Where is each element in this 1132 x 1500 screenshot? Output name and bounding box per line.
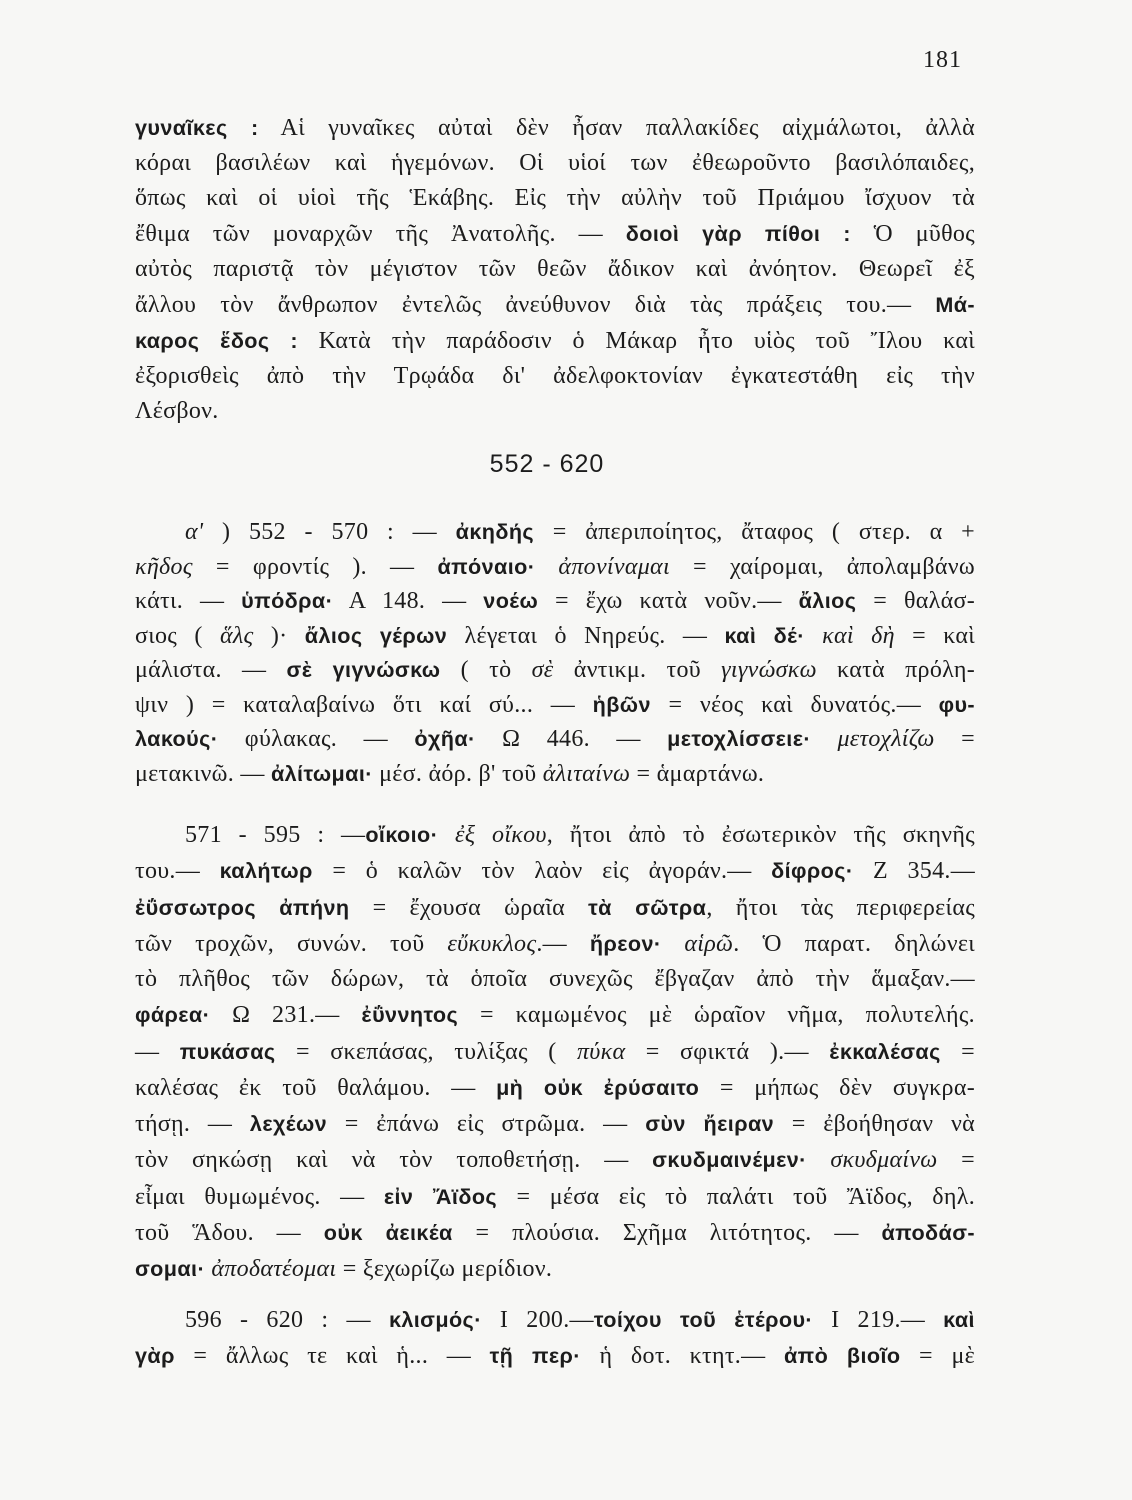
line-text: Αἱ γυναῖκες αὐταὶ δὲν ἦσαν παλλακίδες αἰχμάλωτοι, ἀλλὰ bbox=[258, 115, 975, 141]
commentary-paragraph-552-570 bbox=[135, 515, 975, 791]
headword: τῇ περ· bbox=[489, 1343, 581, 1368]
line-text: τῶν τροχῶν, συνών. τοῦ bbox=[135, 930, 448, 957]
text-line bbox=[135, 890, 975, 926]
text-line bbox=[135, 1106, 975, 1142]
text-line bbox=[135, 181, 975, 216]
headword: Μά- bbox=[935, 292, 975, 317]
line-text: κόραι βασιλέων καὶ ἡγεμόνων. Οἱ υἱοί των ἐθεωροῦντο βασιλόπαιδες, bbox=[135, 150, 975, 176]
text-line bbox=[135, 1215, 975, 1251]
headword: λακούς· bbox=[135, 726, 219, 751]
headword: λεχέων bbox=[249, 1111, 328, 1136]
line-text: = ἔχω κατὰ νοῦν.— bbox=[538, 588, 799, 614]
line-text bbox=[438, 822, 455, 848]
line-text: = ἄλλως τε καὶ ἡ... — bbox=[174, 1343, 490, 1369]
line-text: = ἐβοήθησαν νὰ bbox=[774, 1111, 975, 1137]
text-line bbox=[135, 653, 975, 688]
text-line bbox=[135, 550, 975, 585]
line-text: Ω 231.— bbox=[210, 1002, 362, 1029]
line-text: 596 - 620 : — bbox=[185, 1307, 389, 1333]
line-text: .— bbox=[536, 930, 590, 957]
line-text: ἀντικμ. τοῦ bbox=[553, 657, 722, 683]
text-line bbox=[135, 1338, 975, 1374]
text-line bbox=[135, 110, 975, 146]
line-text: φύλακας. — bbox=[218, 726, 415, 752]
headword: μετοχλίσσειε· bbox=[667, 726, 811, 751]
line-text: ἔθιμα τῶν μοναρχῶν τῆς Ἀνατολῆς. — bbox=[135, 221, 626, 247]
headword: ἀλίτωμαι· bbox=[270, 760, 373, 786]
text-line bbox=[135, 287, 975, 323]
line-text: Κατὰ τὴν παράδοσιν ὁ Μάκαρ ἦτο υἱὸς τοῦ Ἴλου καὶ bbox=[297, 328, 975, 354]
line-text: , ἤτοι τὰς περιφερείας bbox=[706, 894, 975, 921]
line-text: Ὁ μῦθος bbox=[850, 221, 975, 247]
headword: τοίχου τοῦ ἑτέρου· bbox=[593, 1307, 814, 1332]
line-text: = σφικτά ).— bbox=[625, 1038, 830, 1065]
text-line bbox=[135, 1142, 975, 1178]
text-line bbox=[135, 1302, 975, 1338]
headword: οὐκ ἀεικέα bbox=[323, 1219, 453, 1245]
line-text: , ἤτοι ἀπὸ τὸ ἐσωτερικὸν τῆς σκηνῆς bbox=[546, 822, 975, 848]
line-text: = ὁ καλῶν τὸν λαὸν εἰς ἀγοράν.— bbox=[312, 858, 772, 885]
text-line bbox=[135, 216, 975, 252]
line-text: = φροντίς ). — bbox=[192, 553, 438, 580]
text-line bbox=[135, 688, 975, 723]
headword: νοέω bbox=[483, 588, 539, 613]
headword: σκυδμαινέμεν· bbox=[652, 1147, 807, 1173]
headword: γυναῖκες : bbox=[135, 115, 259, 140]
line-text bbox=[535, 554, 558, 580]
line-text: λέγεται ὁ Νηρεύς. — bbox=[447, 622, 725, 649]
line-text: = ἀπεριποίητος, ἄταφος ( στερ. α + bbox=[534, 519, 975, 545]
text-line bbox=[135, 584, 975, 619]
italic-term: κῆδος bbox=[135, 553, 193, 580]
line-text bbox=[661, 931, 684, 957]
line-text bbox=[805, 623, 822, 649]
line-text: = χαίρομαι, ἀπολαμβάνω bbox=[669, 553, 975, 580]
italic-term: ἐξ οἴκου bbox=[454, 822, 547, 848]
italic-term: α' bbox=[185, 519, 204, 545]
line-text: ψιν ) = καταλαβαίνω ὅτι καί σύ... — bbox=[135, 691, 593, 718]
headword: ἐΰννητος bbox=[361, 1002, 459, 1028]
headword: καρος ἕδος : bbox=[135, 328, 298, 353]
italic-term: μετοχλίζω bbox=[837, 726, 935, 752]
headword: καὶ δέ· bbox=[724, 622, 805, 648]
line-text: = νέος καὶ δυνατός.— bbox=[650, 691, 939, 718]
line-text: Ι 200.— bbox=[481, 1307, 594, 1333]
page-number: 181 bbox=[923, 47, 962, 73]
headword: φάρεα· bbox=[135, 1002, 211, 1028]
text-line bbox=[135, 853, 975, 889]
line-text: = bbox=[940, 1038, 975, 1065]
line-text: ἐξορισθεὶς ἀπὸ τὴν Τρῳάδα δι' ἀδελφοκτονίαν ἐγκατεστάθη εἰς τὴν bbox=[135, 363, 975, 389]
line-text: = μέσα εἰς τὸ παλάτι τοῦ Ἄϊδος, δηλ. bbox=[497, 1183, 975, 1210]
line-text: ἄλλου τὸν ἄνθρωπον ἐντελῶς ἀνεύθυνον διὰ τὰς πράξεις του.— bbox=[135, 292, 936, 318]
text-line bbox=[135, 997, 975, 1033]
headword: σομαι· bbox=[135, 1256, 206, 1281]
line-text: = bbox=[934, 726, 975, 752]
line-text: . Ὁ παρατ. δηλώνει bbox=[733, 930, 976, 957]
headword: καλήτωρ bbox=[219, 858, 313, 884]
line-text: — bbox=[135, 1038, 180, 1065]
line-text: = ἔχουσα ὡραῖα bbox=[349, 894, 589, 921]
headword: ὑπόδρα· bbox=[241, 588, 334, 613]
section-heading: 552 - 620 bbox=[489, 450, 605, 478]
text-line bbox=[135, 1034, 975, 1070]
line-text: αὐτὸς παριστᾷ τὸν μέγιστον τῶν θεῶν ἄδικον καὶ ἀνόητον. Θεωρεῖ ἐξ bbox=[135, 256, 975, 282]
line-text: = bbox=[937, 1147, 975, 1174]
text-line bbox=[135, 926, 975, 962]
headword: κλισμός· bbox=[388, 1307, 482, 1332]
headword: καὶ bbox=[943, 1307, 975, 1332]
line-text: τὸ πλῆθος τῶν δώρων, τὰ ὁποῖα συνεχῶς ἔβγαζαν ἀπὸ τὴν ἅμαξαν.— bbox=[135, 966, 975, 992]
text-line bbox=[135, 1251, 975, 1287]
line-text: τὸν σηκώσῃ καὶ νὰ τὸν τοποθετήσῃ. — bbox=[135, 1147, 653, 1174]
text-line bbox=[135, 619, 975, 654]
line-text: ὅπως καὶ οἱ υἱοὶ τῆς Ἑκάβης. Εἰς τὴν αὐλὴν τοῦ Πριάμου ἴσχυον τὰ bbox=[135, 185, 975, 211]
italic-term: ἅλς bbox=[219, 622, 254, 649]
headword: ἤρεον· bbox=[589, 930, 662, 956]
headword: εἰν Ἄϊδος bbox=[383, 1183, 498, 1209]
headword: σὲ γιγνώσκω bbox=[286, 657, 441, 682]
headword: μὴ οὐκ ἐρύσαιτο bbox=[496, 1074, 700, 1100]
headword: ἀποδάσ- bbox=[881, 1219, 975, 1245]
text-line bbox=[135, 252, 975, 287]
italic-term: γιγνώσκω bbox=[721, 657, 817, 683]
headword: τὰ σῶτρα bbox=[588, 894, 707, 920]
headword: φυ- bbox=[938, 691, 976, 717]
line-text: του.— bbox=[135, 858, 220, 885]
headword: δοιοὶ γὰρ πίθοι : bbox=[625, 221, 851, 246]
line-text: ἡ δοτ. κτητ.— bbox=[580, 1343, 784, 1369]
headword: οἴκοιο· bbox=[365, 822, 439, 847]
line-text: )· bbox=[253, 622, 305, 649]
text-line bbox=[135, 817, 975, 853]
headword: ὀχῆα· bbox=[414, 726, 476, 751]
line-text bbox=[811, 726, 837, 752]
line-text: κάτι. — bbox=[135, 588, 242, 614]
line-text: μάλιστα. — bbox=[135, 657, 287, 683]
italic-term: πύκα bbox=[576, 1038, 626, 1065]
headword: πυκάσας bbox=[179, 1038, 276, 1064]
line-text: μετακινῶ. — bbox=[135, 760, 271, 787]
text-line bbox=[135, 1070, 975, 1106]
line-text: = μήπως δὲν συγκρα- bbox=[699, 1074, 975, 1101]
text-line bbox=[135, 757, 975, 792]
headword: γὰρ bbox=[135, 1343, 175, 1368]
line-text: = ἁμαρτάνω. bbox=[630, 760, 765, 787]
line-text: ) 552 - 570 : — bbox=[203, 519, 456, 545]
line-text: Λέσβον. bbox=[135, 398, 219, 424]
line-text: τοῦ Ἅδου. — bbox=[135, 1219, 324, 1246]
text-line bbox=[135, 394, 975, 429]
text-line bbox=[135, 1179, 975, 1215]
text-line bbox=[135, 722, 975, 757]
text-line bbox=[135, 962, 975, 997]
line-text: ( τὸ bbox=[440, 657, 532, 683]
headword: ἄλιος bbox=[798, 588, 857, 613]
headword: ἐΰσσωτρος ἀπήνη bbox=[135, 894, 350, 920]
headword: ἀκηδής bbox=[455, 519, 535, 544]
italic-term: εὔκυκλος bbox=[447, 930, 537, 957]
line-text: = πλούσια. Σχῆμα λιτότητος. — bbox=[452, 1219, 882, 1246]
headword: δίφρος· bbox=[771, 858, 854, 884]
line-text: καλέσας ἐκ τοῦ θαλάμου. — bbox=[135, 1074, 497, 1101]
text-line bbox=[135, 515, 975, 550]
line-text: τήσῃ. — bbox=[135, 1111, 250, 1137]
headword: ἡβῶν bbox=[592, 691, 651, 717]
line-text: Α 148. — bbox=[333, 588, 484, 614]
text-line bbox=[135, 359, 975, 394]
line-text: = καμωμένος μὲ ὡραῖον νῆμα, πολυτελής. bbox=[458, 1002, 975, 1029]
text-line bbox=[135, 323, 975, 359]
line-text: Ζ 354.— bbox=[853, 858, 976, 885]
headword: ἐκκαλέσας bbox=[829, 1038, 941, 1064]
line-text: Ω 446. — bbox=[475, 726, 668, 752]
line-text: εἶμαι θυμωμένος. — bbox=[135, 1183, 384, 1210]
text-line bbox=[135, 146, 975, 181]
commentary-paragraph-571-595 bbox=[135, 817, 975, 1287]
italic-term: σὲ bbox=[531, 657, 554, 683]
line-text: = σκεπάσας, τυλίξας ( bbox=[275, 1038, 577, 1065]
line-text: = καὶ bbox=[894, 622, 976, 649]
line-text: = θαλάσ- bbox=[856, 588, 975, 614]
line-text: = ξεχωρίζω μερίδιον. bbox=[336, 1256, 553, 1282]
headword: σὺν ἤειραν bbox=[645, 1111, 775, 1136]
headword: ἄλιος γέρων bbox=[304, 622, 448, 648]
line-text: σιος ( bbox=[135, 622, 220, 649]
line-text: Ι 219.— bbox=[813, 1307, 944, 1333]
line-text: κατὰ πρόλη- bbox=[816, 657, 975, 683]
italic-term: αἱρῶ bbox=[684, 930, 734, 957]
italic-term: ἀποδατέομαι bbox=[211, 1256, 337, 1282]
headword: ἀπόναιο· bbox=[437, 553, 536, 579]
line-text: = μὲ bbox=[900, 1343, 975, 1369]
line-text: 571 - 595 : — bbox=[185, 822, 366, 848]
italic-term: ἀπονίναμαι bbox=[558, 553, 670, 580]
line-text: = ἐπάνω εἰς στρῶμα. — bbox=[327, 1111, 646, 1137]
italic-term: σκυδμαίνω bbox=[830, 1147, 938, 1174]
line-text bbox=[807, 1147, 831, 1173]
line-text: μέσ. ἀόρ. β' τοῦ bbox=[372, 760, 543, 787]
headword: ἀπὸ βιοῖο bbox=[783, 1343, 901, 1368]
intro-paragraph bbox=[135, 110, 975, 429]
italic-term: ἀλιταίνω bbox=[542, 760, 631, 787]
commentary-paragraph-596-620 bbox=[135, 1302, 975, 1374]
italic-term: καὶ δὴ bbox=[822, 622, 895, 649]
